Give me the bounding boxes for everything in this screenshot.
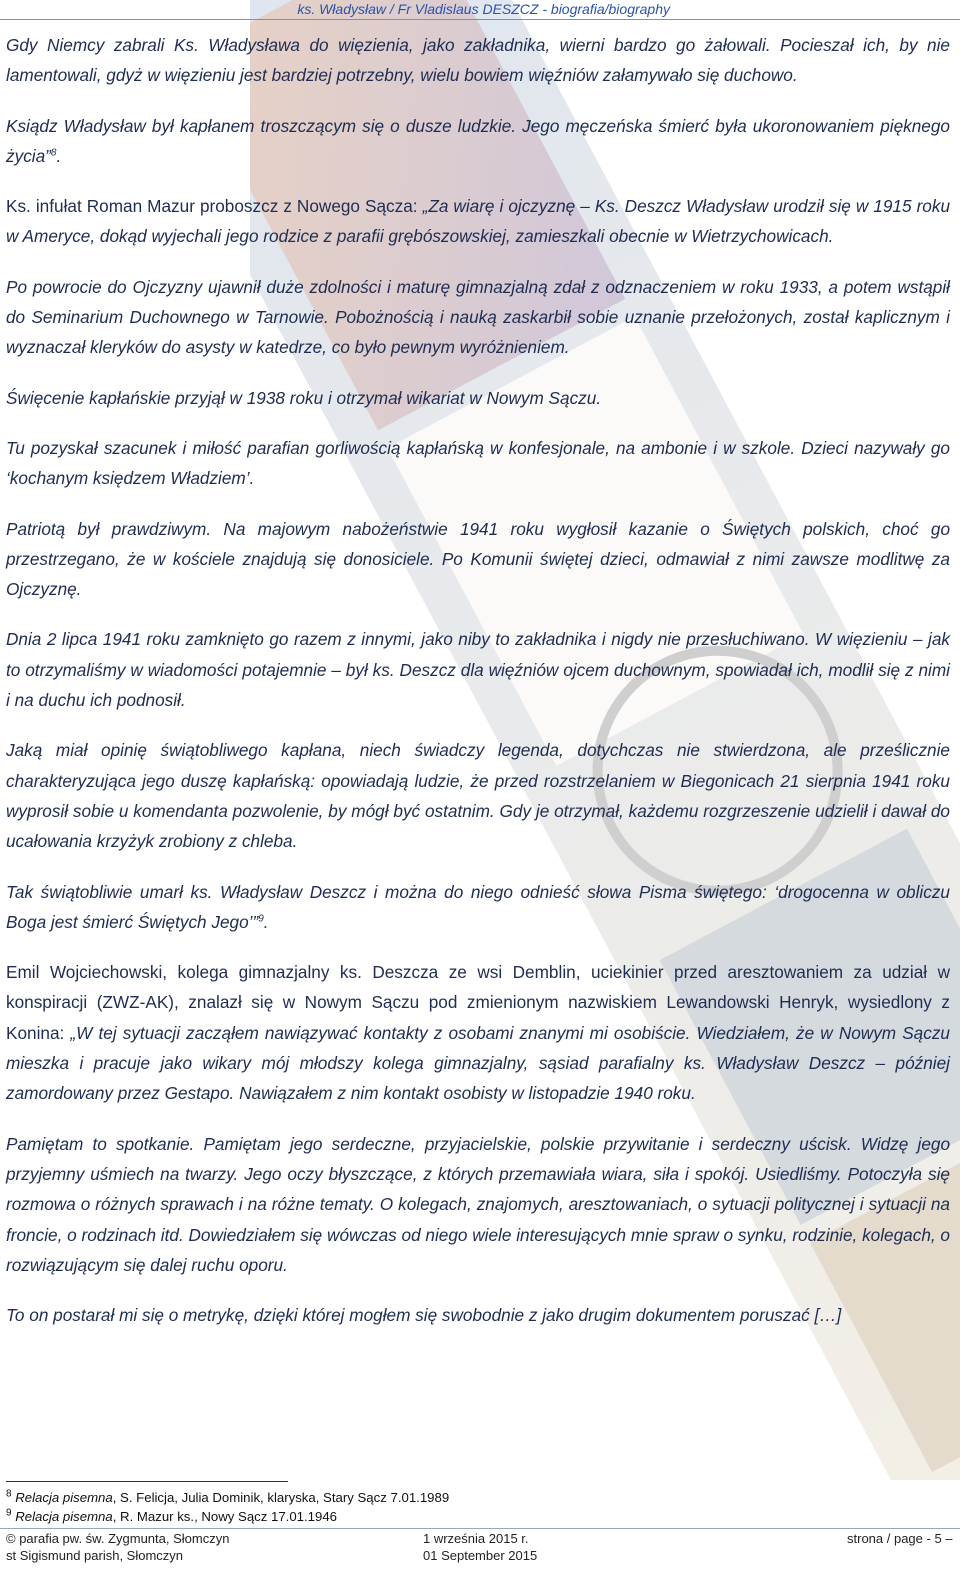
paragraph: Pamiętam to spotkanie. Pamiętam jego serdeczne, przyjacielskie, polskie przywitanie i serdeczny uścisk. Widzę jego przyjemny uśmiech na twarzy. Jego oczy błyszczące, z których przemawiała wiara, siła i spokój. Usiedliśmy. Potoczyła się rozmowa o różnych sprawach i na różne tematy. O kolegach, znajomych, aresztowaniach, o sytuacji politycznej i sytuacji na froncie, o rodzinach itd. Dowiedziałem się wówczas od niego wiele interesujących mnie spraw o synku, rodzinie, kolegach, o rozwiązującym się dalej ruchu oporu. xyxy=(6,1133,950,1275)
footnotes xyxy=(6,1488,606,1526)
footer-divider xyxy=(0,1528,960,1529)
paragraph: Tu pozyskał szacunek i miłość parafian gorliwością kapłańską w konfesjonale, na ambonie i w szkole. Dzieci nazywały go ‘kochanym księdzem Władziem’. xyxy=(6,437,950,489)
footnote-item: $^8$ Relacja pisemna, S. Felicja, Julia Dominik, klaryska, Stary Sącz 7.01.1989 xyxy=(6,1488,450,1505)
paragraph: Patriotą był prawdziwym. Na majowym nabożeństwie 1941 roku wygłosił kazanie o Świętych polskich, choć go przestrzegano, że w kościele znajdują się donosiciele. Po Komunii świętej dzieci, odmawiał z nimi zawsze modlitwę za Ojczyznę. xyxy=(6,518,950,600)
paragraph: Emil Wojciechowski, kolega gimnazjalny ks. Deszcza ze wsi Demblin, uciekinier przed aresztowaniem za udział w konspiracji (ZWZ-AK), znalazł się w Nowym Sączu pod zmienionym nazwiskiem Lewandowski Henryk, wysiedlony z Konina: „W tej sytuacji zacząłem nawiązywać kontakty z osobami znanymi mi osobiście. Wiedziałem, że w Nowym Sączu mieszka i pracuje jako wikary mój młodszy kolega gimnazjalny, sąsiad parafialny ks. Władysław Deszcz – później zamordowany przez Gestapo. Nawiązałem z nim kontakt osobisty w listopadzie 1940 roku. xyxy=(6,962,950,1104)
header-divider xyxy=(0,19,960,20)
footnote-item: $^9$ Relacja pisemna, R. Mazur ks., Nowy Sącz 17.01.1946 xyxy=(6,1507,338,1524)
paragraph: Jaką miał opinię świątobliwego kapłana, niech świadczy legenda, dotychczas nie stwierdzona, ale prześlicznie charakteryzująca jego duszę kapłańską: opowiadają ludzie, że przed rozstrzelaniem w Biegonicach 21 sierpnia 1941 roku wyprosił sobie u komendanta pozwolenie, by mógł być ostatnim. Gdy je otrzymał, każdemu rozgrzeszenie udzielił i dawał do ucałowania krzyżyk zrobiony z chleba. xyxy=(6,740,950,852)
body-text xyxy=(6,30,950,1350)
footnote-ref[interactable]: 9 xyxy=(258,913,264,925)
paragraph: To on postarał mi się o metrykę, dzięki której mogłem się swobodnie z jako drugim dokumentem poruszać […] xyxy=(6,1305,842,1326)
paragraph: Ksiądz Władysław był kapłanem troszczącym się o dusze ludzkie. Jego męczeńska śmierć była ukoronowaniem pięknego życia”$^8$. xyxy=(6,115,950,166)
running-header-title: ks. Władysław / Fr Vladislaus DESZCZ - biografia/biography xyxy=(297,1,670,17)
paragraph: Po powrocie do Ojczyzny ujawnił duże zdolności i maturę gimnazjalną zdał z odznaczeniem w roku 1933, a potem wstąpił do Seminarium Duchownego w Tarnowie. Pobożnością i nauką zaskarbił sobie uznanie przełożonych, został kaplicznym i wyznaczał kleryków do asysty w katedrze, co było pewnym wyróżnieniem. xyxy=(6,276,950,358)
paragraph: Święcenie kapłańskie przyjął w 1938 roku i otrzymał wikariat w Nowym Sączu. xyxy=(6,387,602,408)
footer-date: 1 września 2015 r. 01 September 2015 xyxy=(423,1531,538,1563)
paragraph: Dnia 2 lipca 1941 roku zamknięto go razem z innymi, jako niby to zakładnika i nigdy nie przesłuchiwano. W więzieniu – jak to otrzymaliśmy w wiadomości potajemnie – był ks. Deszcz dla więźniów ojcem duchownym, spowiadał ich, modlił się z nimi i na duchu ich podnosił. xyxy=(6,629,950,711)
paragraph: Ks. infułat Roman Mazur proboszcz z Nowego Sącza: „Za wiarę i ojczyznę – Ks. Deszcz Władysław urodził się w 1915 roku w Ameryce, dokąd wyjechali jego rodzice z parafii grębószowskiej, zamieszkali obecnie w Wietrzychowicach. xyxy=(6,196,950,247)
footnote-divider xyxy=(6,1481,288,1482)
footnote-ref[interactable]: 8 xyxy=(50,147,57,159)
running-header xyxy=(0,1,960,17)
footer-page-number: strona / page - 5 – xyxy=(847,1531,953,1546)
footer-copyright: © parafia pw. św. Zygmunta, Słomczyn st Sigismund parish, Słomczyn xyxy=(6,1531,230,1563)
paragraph: Gdy Niemcy zabrali Ks. Władysława do więzienia, jako zakładnika, wierni bardzo go żałowali. Pocieszał ich, by nie lamentowali, gdyż w więzieniu jest bardziej potrzebny, wielu bowiem więźniów załamywało się duchowo. xyxy=(6,35,950,86)
paragraph: Tak świątobliwie umarł ks. Władysław Deszcz i można do niego odnieść słowa Pisma świętego: ‘drogocenna w obliczu Boga jest śmierć Świętych Jego’”$^9$. xyxy=(6,881,950,932)
